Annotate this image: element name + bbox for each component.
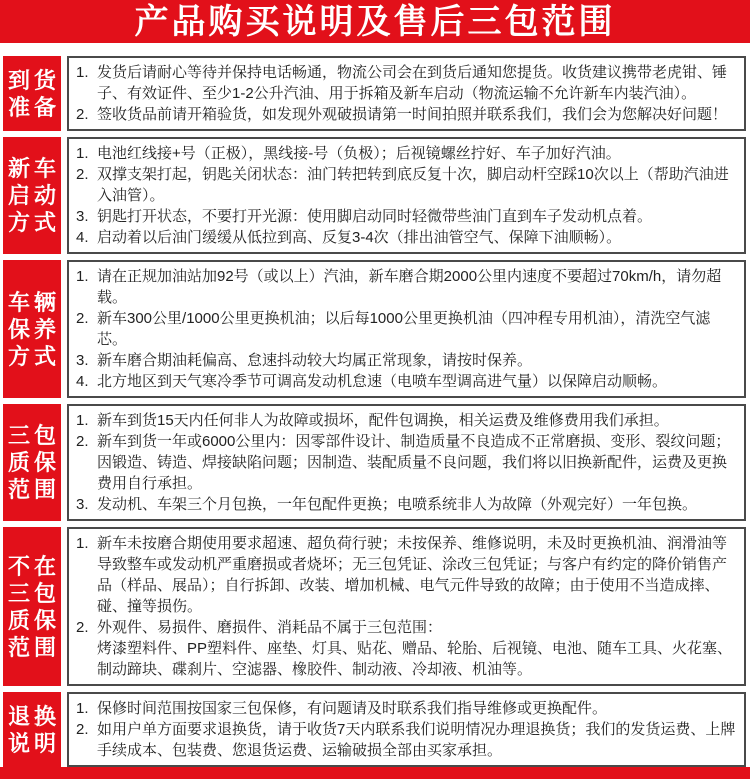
- list-item: [76, 494, 736, 515]
- section-label-line: 范 围: [8, 477, 56, 502]
- list-item: [76, 350, 736, 371]
- list-item-text: 北方地区到天气寒冷季节可调高发动机怠速（电喷车型调高进气量）以保障启动顺畅。: [97, 373, 668, 390]
- section-label-line: 车 辆: [8, 289, 56, 315]
- list-item-text: 烤漆塑料件、PP塑料件、座垫、灯具、贴花、赠品、轮胎、后视镜、电池、随车工具、火花塞、制动蹄块、碟刹片、空滤器、橡胶件、制动液、冷却液、机油等。: [97, 640, 733, 678]
- section-content-arrival-preparation: [67, 56, 746, 131]
- list-item: [76, 104, 736, 125]
- list-item: [76, 62, 736, 104]
- list-item-number: 2.: [76, 310, 89, 327]
- section-label-new-car-startup: [3, 137, 61, 254]
- list-item-text: 外观件、易损件、磨损件、消耗品不属于三包范围：: [97, 619, 443, 636]
- list-item: [76, 206, 736, 227]
- list-item: [76, 533, 736, 617]
- list-item-text: 发动机、车架三个月包换，一年包配件更换；电喷系统非人为故障（外观完好）一年包换。: [97, 496, 698, 513]
- list-item-number: 1.: [76, 412, 89, 429]
- list-item-number: 2.: [76, 619, 89, 636]
- page-title: 产品购买说明及售后三包范围: [134, 2, 616, 41]
- list-item-text: 保修时间范围按国家三包保修，有问题请及时联系我们指导维修或更换配件。: [97, 700, 608, 717]
- section-label-arrival-preparation: [3, 56, 61, 131]
- list-item: [76, 431, 736, 494]
- section-label-line: 三 包: [8, 423, 56, 448]
- section-label-vehicle-maintenance: [3, 260, 61, 398]
- list-item-text: 启动着以后油门缓缓从低拉到高、反复3-4次（排出油管空气、保障下油顺畅）。: [97, 229, 622, 246]
- list-item-text: 发货后请耐心等待并保持电话畅通，物流公司会在到货后通知您提货。收货建议携带老虎钳、锤子、有效证件、至少1-2公升汽油、用于拆箱及新车启动（物流运输不允许新车内装汽油）。: [97, 64, 728, 102]
- title-banner: [0, 0, 750, 43]
- section-content-new-car-startup: [67, 137, 746, 254]
- list-item-number: 3.: [76, 352, 89, 369]
- list-item: [76, 410, 736, 431]
- section-label-line: 三 包: [8, 580, 56, 606]
- list-item-text: 新车到货一年或6000公里内：因零部件设计、制造质量不良造成不正常磨损、变形、裂纹问题；因锻造、铸造、焊接缺陷问题；因制造、装配质量不良问题，我们将以旧换新配件，运费及更换费用自行承担。: [97, 433, 731, 492]
- list-item-number: 2.: [76, 721, 89, 738]
- section-content-vehicle-maintenance: [67, 260, 746, 398]
- list-item-number: 2.: [76, 166, 89, 183]
- section-label-warranty-scope: [3, 404, 61, 521]
- list-item-number: 1.: [76, 64, 89, 81]
- list-item-number: [76, 638, 97, 680]
- section-label-not-in-warranty-scope: [3, 527, 61, 686]
- section-label-line: 范 围: [8, 634, 56, 660]
- list-item-number: 1.: [76, 268, 89, 285]
- list-item-number: 4.: [76, 373, 89, 390]
- list-item-number: 2.: [76, 106, 89, 123]
- list-item-text: 双撑支架打起，钥匙关闭状态：油门转把转到底反复十次，脚启动杆空踩10次以上（帮助汽油进入油管）。: [97, 166, 729, 204]
- section-warranty-scope: [3, 404, 746, 521]
- sections-container: [0, 43, 750, 767]
- list-item-text: 新车300公里/1000公里更换机油；以后每1000公里更换机油（四冲程专用机油），清洗空气滤芯。: [97, 310, 711, 348]
- section-label-line: 方 式: [8, 343, 56, 369]
- list-item-text: 请在正规加油站加92号（或以上）汽油，新车磨合期2000公里内速度不要超过70km/h，请勿超载。: [97, 268, 722, 306]
- section-label-line: 方 式: [8, 210, 56, 235]
- list-item-number: 3.: [76, 496, 89, 513]
- list-item-number: 3.: [76, 208, 89, 225]
- section-return-exchange-notes: [3, 692, 746, 767]
- list-item: [76, 698, 736, 719]
- list-item: [76, 638, 736, 680]
- section-label-line: 准 备: [8, 94, 56, 120]
- section-label-line: 质 保: [8, 450, 56, 475]
- list-item-number: 1.: [76, 700, 89, 717]
- list-item: [76, 719, 736, 761]
- list-item-text: 如用户单方面要求退换货，请于收货7天内联系我们说明情况办理退换货；我们的发货运费、上牌手续成本、包装费、您退货运费、运输破损全部由买家承担。: [97, 721, 736, 759]
- list-item-number: 1.: [76, 535, 89, 552]
- section-content-not-in-warranty-scope: [67, 527, 746, 686]
- list-item-text: 电池红线接+号（正极），黑线接-号（负极）；后视镜螺丝拧好、车子加好汽油。: [97, 145, 621, 162]
- section-label-line: 说 明: [8, 730, 56, 756]
- section-label-line: 新 车: [8, 156, 56, 181]
- section-label-line: 退 换: [8, 703, 56, 729]
- section-vehicle-maintenance: [3, 260, 746, 398]
- list-item: [76, 308, 736, 350]
- bottom-red-bar: [0, 767, 750, 779]
- list-item: [76, 371, 736, 392]
- section-arrival-preparation: [3, 56, 746, 131]
- list-item: [76, 164, 736, 206]
- list-item-text: 签收货品前请开箱验货，如发现外观破损请第一时间拍照并联系我们，我们会为您解决好问题！: [97, 106, 728, 123]
- list-item-number: 2.: [76, 433, 89, 450]
- list-item-text: 钥匙打开状态，不要打开光源：使用脚启动同时轻微带些油门直到车子发动机点着。: [97, 208, 653, 225]
- section-content-warranty-scope: [67, 404, 746, 521]
- section-content-return-exchange-notes: [67, 692, 746, 767]
- section-label-line: 不 在: [8, 553, 56, 579]
- list-item: [76, 143, 736, 164]
- section-label-line: 质 保: [8, 607, 56, 633]
- list-item-number: 1.: [76, 145, 89, 162]
- section-label-line: 保 养: [8, 316, 56, 342]
- list-item-text: 新车磨合期油耗偏高、怠速抖动较大均属正常现象，请按时保养。: [97, 352, 533, 369]
- section-label-line: 启 动: [8, 183, 56, 208]
- section-label-line: 到 货: [8, 67, 56, 93]
- list-item: [76, 266, 736, 308]
- list-item-text: 新车未按磨合期使用要求超速、超负荷行驶；未按保养、维修说明，未及时更换机油、润滑油等导致整车或发动机严重磨损或者烧坏；无三包凭证、涂改三包凭证；与客户有约定的降价销售产品（样品、展品）；自行拆卸、改装、增加机械、电气元件导致的故障；由于使用不当造成摔、碰、撞等损伤。: [97, 535, 728, 615]
- list-item: [76, 617, 736, 638]
- list-item-number: 4.: [76, 229, 89, 246]
- list-item-text: 新车到货15天内任何非人为故障或损坏，配件包调换，相关运费及维修费用我们承担。: [97, 412, 669, 429]
- section-not-in-warranty-scope: [3, 527, 746, 686]
- section-new-car-startup: [3, 137, 746, 254]
- list-item: [76, 227, 736, 248]
- section-label-return-exchange-notes: [3, 692, 61, 767]
